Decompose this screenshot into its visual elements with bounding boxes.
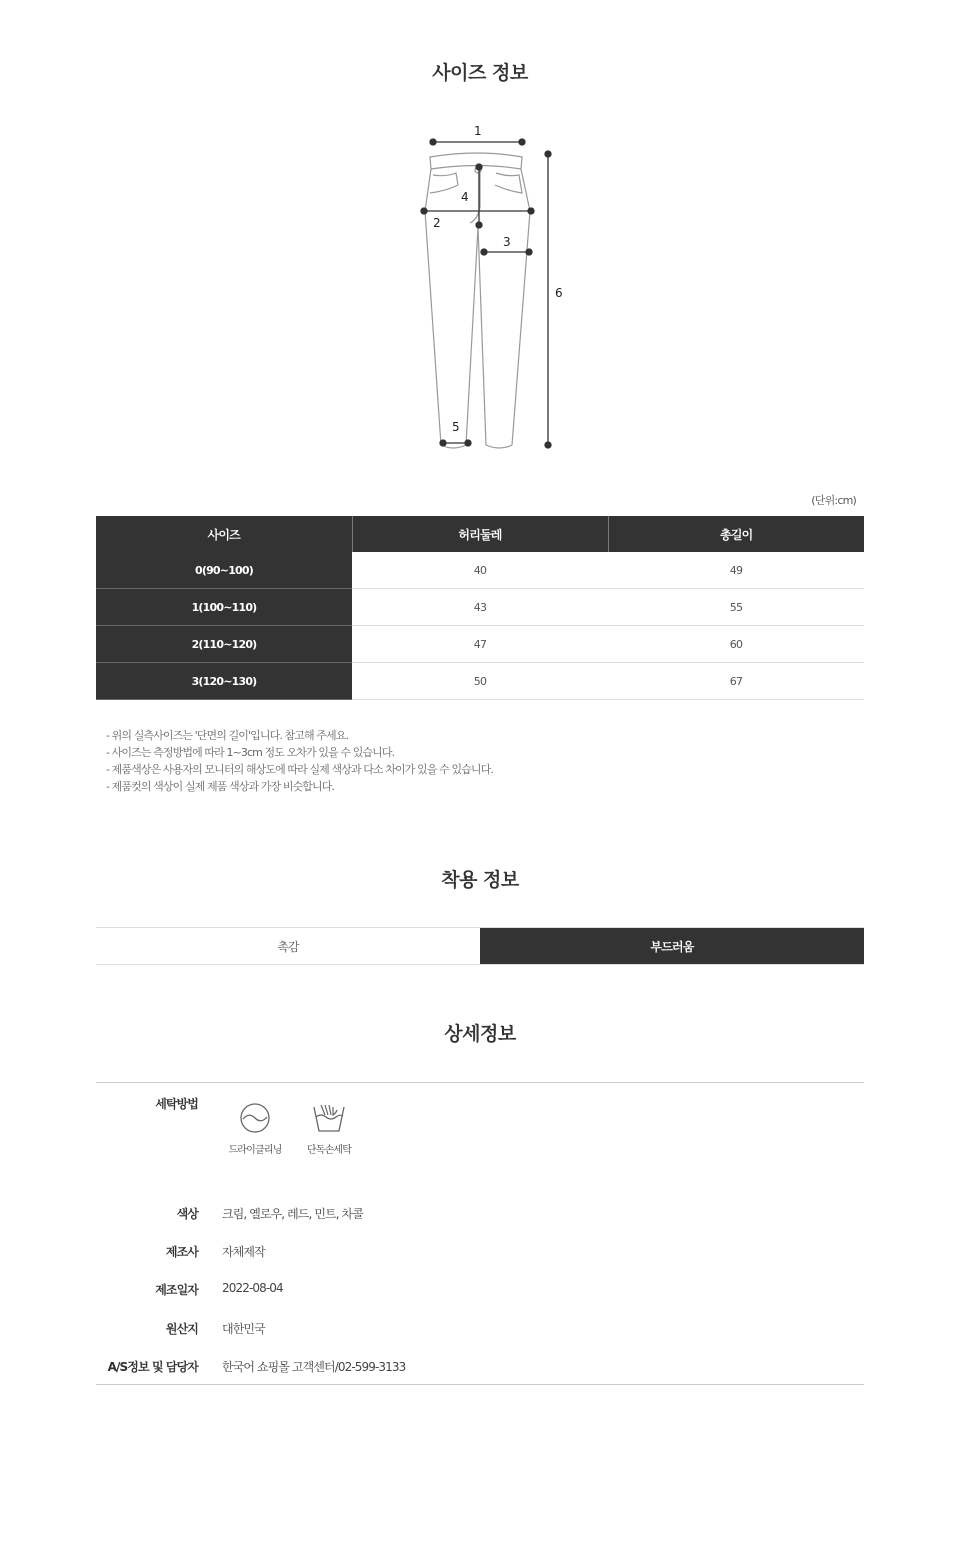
manufacturer-value: 자체제작 [222,1245,265,1259]
fit-info-title: 착용 정보 [441,869,519,891]
unit-label: (단위:cm) [811,494,856,507]
diagram-label-5: 5 [452,420,460,434]
detail-table [96,1082,864,1385]
manufacturer-label: 제조사 [165,1245,198,1259]
header-length: 총길이 [608,516,864,552]
table-row [96,552,864,589]
row-length: 60 [608,626,864,663]
care-item-dry-cleaning [220,1101,290,1156]
header-waist: 허리둘레 [352,516,608,552]
origin-label: 원산지 [165,1322,198,1336]
diagram-label-6: 6 [555,286,563,300]
manufacture-date-value: 2022-08-04 [222,1281,283,1295]
row-size: 1(100~110) [96,589,352,626]
fit-option-texture: 촉감 [277,939,299,954]
as-info-value: 한국어 쇼핑몰 고객센터/02-599-3133 [222,1360,406,1374]
manufacture-date-label: 제조일자 [155,1283,198,1297]
diagram-label-3: 3 [503,235,511,249]
diagram-label-4: 4 [461,190,469,204]
note-item: - 위의 실측사이즈는 '단면의 길이'입니다. 참고해 주세요. [106,729,349,742]
detail-info-title: 상세정보 [444,1023,516,1045]
row-waist: 47 [352,626,608,663]
color-label: 색상 [176,1207,198,1221]
diagram-label-2: 2 [433,216,441,230]
row-waist: 43 [352,589,608,626]
row-length: 55 [608,589,864,626]
note-item: - 사이즈는 측정방법에 따라 1~3cm 정도 오차가 있을 수 있습니다. [106,746,395,759]
care-caption: 드라이클리닝 [228,1145,282,1156]
pants-measurement-diagram [400,115,570,460]
size-notes [106,727,493,795]
table-row [96,589,864,626]
header-size: 사이즈 [96,516,352,552]
as-info-label: A/S정보 및 담당자 [107,1360,198,1374]
row-size: 3(120~130) [96,663,352,700]
wash-method-label: 세탁방법 [155,1097,198,1111]
care-item-hand-wash [294,1101,364,1156]
size-table [96,516,864,700]
fit-option-soft: 부드러움 [480,928,864,964]
fit-scale [96,927,864,965]
color-value: 크림, 옐로우, 레드, 민트, 차콜 [222,1207,363,1221]
origin-value: 대한민국 [222,1322,265,1336]
size-table-header [96,516,864,552]
size-info-title: 사이즈 정보 [432,62,528,84]
row-size: 2(110~120) [96,626,352,663]
row-size: 0(90~100) [96,552,352,589]
row-waist: 40 [352,552,608,589]
row-waist: 50 [352,663,608,700]
care-caption: 단독손세탁 [306,1145,352,1156]
row-length: 49 [608,552,864,589]
dry-cleaning-icon [238,1101,272,1135]
table-row [96,626,864,663]
diagram-label-1: 1 [474,124,482,138]
row-length: 67 [608,663,864,700]
note-item: - 제품컷의 색상이 실제 제품 색상과 가장 비슷합니다. [106,780,335,793]
note-item: - 제품색상은 사용자의 모니터의 해상도에 따라 실제 색상과 다소 차이가 있을 수 있습니다. [106,763,493,776]
hand-wash-icon [311,1101,347,1135]
table-row [96,663,864,700]
